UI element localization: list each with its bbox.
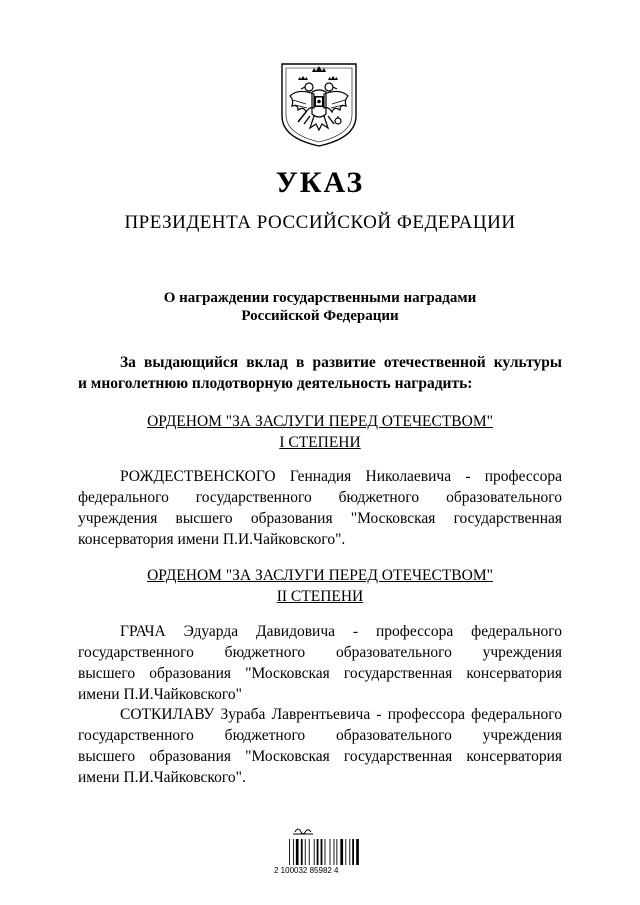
paragraph-line: РОЖДЕСТВЕНСКОГО Геннадия Николаевича - профессора [120,468,562,485]
recipient-paragraph-2 [78,621,562,705]
recipient-paragraph-3 [78,704,562,788]
paragraph-line: федерального государственного бюджетного образовательного [78,489,562,506]
barcode-bar [296,839,299,865]
paragraph-line: учреждения высшего образования "Московская государственная [78,510,562,527]
paragraph-line: государственного бюджетного образовательного учреждения [78,644,562,661]
preamble [78,352,562,394]
barcode-number: 2 100032 85982 4 [274,866,339,875]
paragraph-line: ГРАЧА Эдуарда Давидовича - профессора федерального [120,623,562,640]
preamble-line: За выдающийся вклад в развитие отечественной культуры [120,354,562,371]
paragraph-line: имени П.И.Чайковского". [78,769,246,786]
paragraph-line: консерватория имени П.И.Чайковского". [78,531,346,548]
subject-line: Российской Федерации [241,308,399,324]
preamble-line: и многолетнюю плодотворную деятельность наградить: [78,375,473,392]
decree-title: УКАЗ [275,166,365,199]
paragraph-line: высшего образования "Московская государственная консерватория [78,748,562,765]
barcode-bar [321,839,323,865]
barcode-bar [336,839,337,865]
coat-of-arms-icon [276,58,362,150]
barcode-bar [301,839,303,865]
decree-subtitle: ПРЕЗИДЕНТА РОССИЙСКОЙ ФЕДЕРАЦИИ [124,212,516,233]
paragraph-line: СОТКИЛАВУ Зураба Лаврентьевича - профессора федерального [120,706,562,723]
barcode-bar [356,839,359,865]
order-heading-1 [0,411,640,453]
order-heading-2 [0,565,640,607]
decree-subject [0,289,640,325]
order-heading-line: ОРДЕНОМ "ЗА ЗАСЛУГИ ПЕРЕД ОТЕЧЕСТВОМ" [147,413,493,430]
paragraph-line: имени П.И.Чайковского" [78,686,242,703]
barcode-bar [345,839,346,865]
barcode-bar [334,839,335,865]
order-degree: I СТЕПЕНИ [279,434,361,451]
barcode-icon [285,825,365,885]
barcode-bar [289,839,290,865]
barcode-bar [352,839,354,865]
barcode-bar [293,839,294,865]
barcode-bar [325,839,326,865]
barcode-bar [349,839,350,865]
barcode-bar [340,839,343,865]
barcode-bar [314,839,315,865]
subject-line: О награждении государственными наградами [163,290,477,306]
barcode-bar [309,839,310,865]
barcode-bar [317,839,319,865]
order-heading-line: ОРДЕНОМ "ЗА ЗАСЛУГИ ПЕРЕД ОТЕЧЕСТВОМ" [147,567,493,584]
barcode-bar [305,839,306,865]
paragraph-line: государственного бюджетного образовательного учреждения [78,727,562,744]
barcode-bar [330,839,331,865]
recipient-paragraph-1 [78,466,562,550]
order-degree: II СТЕПЕНИ [276,588,364,605]
paragraph-line: высшего образования "Московская государственная консерватория [78,665,562,682]
